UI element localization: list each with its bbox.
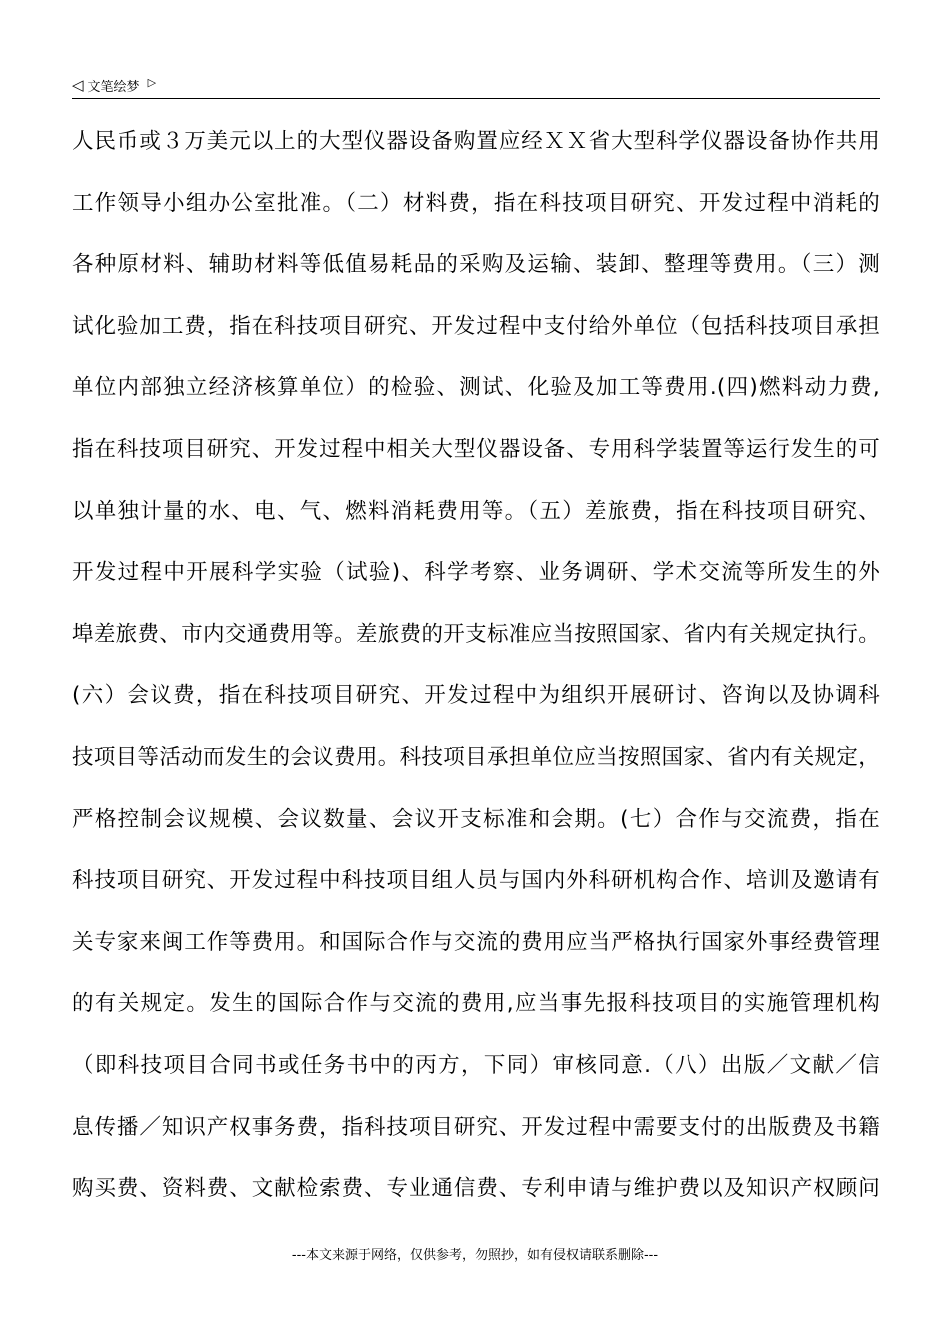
text-line: 人民币或３万美元以上的大型仪器设备购置应经ＸＸ省大型科学仪器设备协作共用 [72, 129, 880, 154]
text-line: 工作领导小组办公室批准。（二）材料费，指在科技项目研究、开发过程中消耗的 [72, 190, 880, 216]
text-line: 单位内部独立经济核算单位）的检验、测试、化验及加工等费用.(四)燃料动力费, [72, 375, 880, 401]
text-line: 科技项目研究、开发过程中科技项目组人员与国内外科研机构合作、培训及邀请有 [72, 868, 880, 894]
text-line: 严格控制会议规模、会议数量、会议开支标准和会期。(七）合作与交流费，指在 [72, 806, 880, 832]
text-line: 息传播／知识产权事务费，指科技项目研究、开发过程中需要支付的出版费及书籍 [72, 1114, 880, 1140]
page-footer: ---本文来源于网络，仅供参考，勿照抄，如有侵权请联系删除--- [291, 1248, 659, 1263]
text-line: 以单独计量的水、电、气、燃料消耗费用等。（五）差旅费，指在科技项目研究、 [72, 498, 880, 524]
triangle-right-icon: ▷ [147, 75, 157, 89]
text-line: 开发过程中开展科学实验（试验)、科学考察、业务调研、学术交流等所发生的外 [72, 560, 880, 586]
triangle-left-icon: ◁ [72, 76, 84, 94]
text-line: 的有关规定。发生的国际合作与交流的费用,应当事先报科技项目的实施管理机构 [72, 991, 880, 1017]
text-line: （即科技项目合同书或任务书中的丙方，下同）审核同意.（八）出版／文献／信 [72, 1052, 880, 1078]
page-header [72, 74, 880, 96]
text-line: 购买费、资料费、文献检索费、专业通信费、专利申请与维护费以及知识产权顾问 [72, 1176, 880, 1202]
text-line: 技项目等活动而发生的会议费用。科技项目承担单位应当按照国家、省内有关规定， [72, 744, 880, 770]
text-line: 各种原材料、辅助材料等低值易耗品的采购及运输、装卸、整理等费用。（三）测 [72, 252, 880, 278]
text-line: 试化验加工费，指在科技项目研究、开发过程中支付给外单位（包括科技项目承担 [72, 313, 880, 339]
header-title: 文笔绘梦 [87, 79, 140, 95]
text-line: 关专家来闽工作等费用。和国际合作与交流的费用应当严格执行国家外事经费管理 [72, 929, 880, 955]
text-line: 埠差旅费、市内交通费用等。差旅费的开支标准应当按照国家、省内有关规定执行。 [72, 621, 880, 647]
text-line: (六）会议费，指在科技项目研究、开发过程中为组织开展研讨、咨询以及协调科 [72, 683, 880, 709]
text-line: 指在科技项目研究、开发过程中相关大型仪器设备、专用科学装置等运行发生的可 [72, 436, 880, 462]
header-divider [72, 98, 880, 99]
document-body [72, 114, 880, 1223]
